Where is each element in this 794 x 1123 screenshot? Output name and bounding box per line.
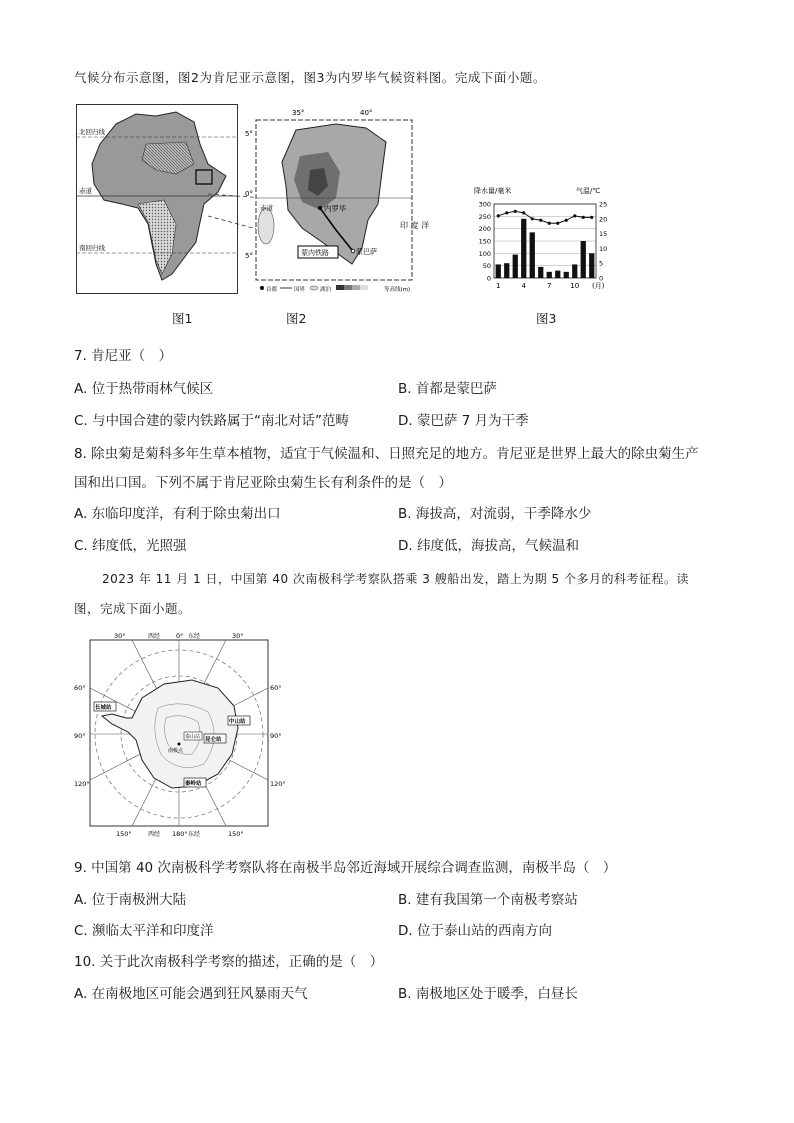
chart-temp-point — [573, 214, 576, 217]
q10-option-b: B. 南极地区处于暖季，白昼长 — [398, 986, 578, 1002]
ant-b150e: 150° — [228, 830, 244, 838]
ant-t-dong: 东经 — [188, 633, 201, 640]
chart-ytick-right: 0 — [599, 274, 604, 283]
q9-stem: 9. 中国第 40 次南极科学考察队将在南极半岛邻近海域开展综合调查监测，南极半岛（ ） — [74, 860, 617, 876]
passage2-line2: 图，完成下面小题。 — [74, 601, 192, 616]
chart-temp-point — [539, 219, 542, 222]
fig2-lon35: 35° — [292, 109, 305, 117]
chart-ytick-left: 0 — [486, 274, 491, 283]
chart-temp-point — [548, 222, 551, 225]
chart-temp-point — [505, 211, 508, 214]
chart-ytick-left: 300 — [478, 200, 491, 209]
chart-xtick: 10 — [570, 282, 580, 290]
chart-ytick-left: 100 — [478, 249, 491, 258]
ant-t-xi: 西经 — [148, 633, 161, 640]
fig2-railway-label: 蒙内铁路 — [301, 249, 329, 257]
q8-stem-line1: 8. 除虫菊是菊科多年生草本植物，适宜于气候温和、日照充足的地方。肯尼亚是世界上最大的除虫菊生产 — [74, 446, 699, 462]
figure-3-climate-chart — [470, 184, 620, 300]
q9-option-a: A. 位于南极洲大陆 — [74, 892, 187, 908]
chart-xtick: 7 — [547, 282, 552, 290]
ant-b-xi: 西经 — [148, 831, 161, 838]
antarctica-map — [72, 628, 294, 840]
ant-qinling: 秦岭站 — [185, 781, 202, 787]
fig2-legend-capital: 首都 — [266, 287, 278, 293]
chart-bar — [555, 271, 560, 278]
fig1-equator-label: 赤道 — [79, 187, 92, 195]
ant-r120: 120° — [270, 780, 286, 788]
ant-b180: 180° — [172, 830, 188, 838]
chart-temp-point — [531, 217, 534, 220]
chart-bar — [564, 272, 569, 278]
chart-ytick-left: 150 — [478, 237, 491, 246]
ant-l120: 120° — [74, 780, 90, 788]
ant-t30e: 30° — [232, 632, 244, 640]
fig2-lat0: 0° — [245, 190, 253, 198]
fig1-tropic-n-label: 北回归线 — [79, 128, 105, 136]
chart-bar — [547, 272, 552, 278]
fig2-lat5n: 5° — [245, 130, 253, 138]
chart-ytick-right: 20 — [599, 215, 608, 224]
chart-xlabel: (月) — [592, 282, 605, 290]
chart-ytick-right: 10 — [599, 244, 608, 253]
chart-temp-point — [582, 216, 585, 219]
fig2-ocean-label: 印 度 洋 — [400, 221, 430, 230]
ant-t0: 0° — [176, 632, 184, 640]
chart-ylabel-left: 降水量/毫米 — [474, 187, 512, 195]
q8-option-d: D. 纬度低，海拔高，气候温和 — [398, 538, 579, 554]
fig2-legend-lake: 湖泊 — [320, 287, 332, 293]
chart-xtick: 4 — [521, 282, 526, 290]
q8-stem-line2: 国和出口国。下列不属于肯尼亚除虫菊生长有利条件的是（ ） — [74, 475, 452, 491]
fig2-equator: 赤道 — [260, 204, 273, 212]
chart-bar — [572, 264, 577, 278]
ant-pole: 南极点 — [168, 748, 184, 754]
ant-b150w: 150° — [116, 830, 132, 838]
ant-l90: 90° — [74, 732, 86, 740]
fig2-legend-contour: 等高线(m) — [384, 287, 411, 293]
ant-l60: 60° — [74, 684, 86, 692]
ant-t30w: 30° — [114, 632, 126, 640]
ant-changcheng: 长城站 — [95, 705, 112, 711]
q8-option-c: C. 纬度低，光照强 — [74, 538, 187, 554]
q10-stem: 10. 关于此次南极科学考察的描述，正确的是（ ） — [74, 954, 384, 970]
fig1-caption: 图1 — [172, 311, 193, 326]
q8-option-a: A. 东临印度洋，有利于除虫菊出口 — [74, 506, 281, 522]
chart-bar — [504, 263, 509, 278]
chart-ytick-right: 25 — [599, 200, 608, 209]
chart-bar — [538, 267, 543, 278]
ant-kunlun: 昆仑站 — [205, 737, 222, 743]
chart-ylabel-right: 气温/℃ — [576, 187, 601, 195]
chart-xtick: 1 — [496, 282, 501, 290]
fig3-caption: 图3 — [536, 311, 557, 326]
ant-b-dong: 东经 — [188, 831, 201, 838]
fig2-caption: 图2 — [286, 311, 307, 326]
chart-temp-point — [522, 211, 525, 214]
ant-r60: 60° — [270, 684, 282, 692]
chart-ytick-right: 5 — [599, 259, 604, 268]
q9-option-c: C. 濒临太平洋和印度洋 — [74, 923, 214, 939]
chart-temp-point — [565, 219, 568, 222]
figure-2-kenya-map — [236, 106, 430, 296]
chart-ytick-left: 250 — [478, 212, 491, 221]
fig2-nairobi: 内罗毕 — [324, 204, 347, 213]
chart-bar — [521, 219, 526, 278]
chart-ytick-left: 50 — [482, 262, 491, 271]
chart-temp-point — [497, 214, 500, 217]
fig2-mombasa: 蒙巴萨 — [356, 248, 377, 256]
fig2-legend-border: 国界 — [294, 287, 306, 293]
q7-option-a: A. 位于热带雨林气候区 — [74, 381, 214, 397]
chart-temp-point — [590, 216, 593, 219]
intro-text: 气候分布示意图，图2为肯尼亚示意图，图3为内罗毕气候资料图。完成下面小题。 — [74, 70, 546, 85]
chart-bar — [581, 241, 586, 278]
fig1-tropic-s-label: 南回归线 — [79, 244, 105, 252]
q7-stem: 7. 肯尼亚（ ） — [74, 348, 173, 364]
q7-option-c: C. 与中国合建的蒙内铁路属于“南北对话”范畴 — [74, 413, 349, 429]
chart-temp-line — [498, 211, 592, 223]
chart-temp-point — [556, 222, 559, 225]
chart-bar — [496, 264, 501, 278]
fig2-lat5s: 5° — [245, 252, 253, 260]
q10-option-a: A. 在南极地区可能会遇到狂风暴雨天气 — [74, 986, 308, 1002]
q9-option-b: B. 建有我国第一个南极考察站 — [398, 892, 578, 908]
chart-temp-point — [514, 210, 517, 213]
q9-option-d: D. 位于泰山站的西南方向 — [398, 923, 552, 939]
chart-bar — [513, 255, 518, 278]
q7-option-b: B. 首都是蒙巴萨 — [398, 381, 497, 397]
q7-option-d: D. 蒙巴萨 7 月为干季 — [398, 413, 529, 429]
ant-taishan: 泰山站 — [185, 734, 201, 740]
chart-ytick-right: 15 — [599, 230, 608, 239]
chart-bar — [589, 253, 594, 278]
passage2-line1: 2023 年 11 月 1 日，中国第 40 次南极科学考察队搭乘 3 艘船出发，踏上为期 5 个多月的科考征程。读 — [102, 572, 689, 586]
ant-zhongshan: 中山站 — [229, 719, 246, 725]
ant-r90: 90° — [270, 732, 282, 740]
chart-ytick-left: 200 — [478, 225, 491, 234]
fig2-lon40: 40° — [360, 109, 373, 117]
chart-bar — [530, 232, 535, 278]
q8-option-b: B. 海拔高，对流弱，干季降水少 — [398, 506, 592, 522]
